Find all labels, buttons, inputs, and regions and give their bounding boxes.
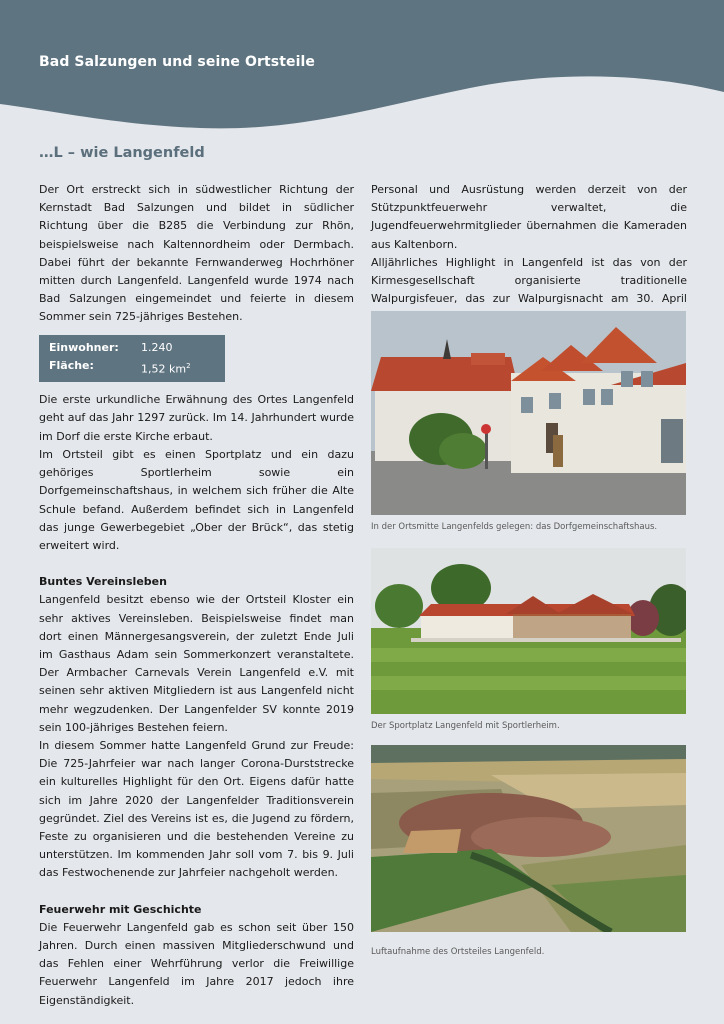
community-house-photo: [371, 311, 686, 515]
firebrigade-paragraph: Die Feuerwehr Langenfeld gab es schon seit über 150 Jahren. Durch einen massiven Mitgliederschwund und das Fehlen einer Wehrführung verlor die Freiwillige Feuerwehr Langenfeld im Jahre 2017 jedoch ihre Eigenständigkeit.: [39, 920, 354, 1007]
firebrigade-continued-paragraph: Personal und Ausrüstung werden derzeit von der Stützpunktfeuerwehr verwaltet, die Jugendfeuerwehrmitglieder übernahmen die Kameraden aus Kaltenborn.: [371, 183, 687, 251]
area-label: Fläche:: [49, 358, 94, 372]
header-wave-shape: [0, 0, 724, 140]
walpurgis-paragraph: Alljährliches Highlight in Langenfeld ist das von der Kirmesgesellschaft organisierte traditionelle Walpurgisfeuer, das zur Walpurgisnacht am 30. April: [371, 255, 687, 306]
section-title: …L – wie Langenfeld: [39, 145, 205, 161]
sports-field-photo: [371, 548, 686, 714]
left-text-column: [39, 181, 354, 1010]
population-value: 1.240: [141, 340, 173, 354]
photo-caption-aerial: Luftaufnahme des Ortsteiles Langenfeld.: [371, 947, 545, 957]
intro-paragraph: Der Ort erstreckt sich in südwestlicher Richtung der Kernstadt Bad Salzungen und bildet in südlicher Richtung über die B285 die Verbindung zur Rhön, beispielsweise nach Kaltennordheim oder Dermbach. Dabei führt der bekannte Fernwanderweg Hochrhöner mitten durch Langenfeld. Langenfeld wurde 1974 nach Bad Salzungen eingemeindet und feierte in diesem Sommer sein 725-jähriges Bestehen.: [39, 183, 354, 324]
area-value: 1,52 km: [141, 362, 187, 376]
area-unit-superscript: 2: [186, 361, 191, 370]
header-banner: [0, 0, 724, 140]
anniversary-paragraph: In diesem Sommer hatte Langenfeld Grund zur Freude: Die 725-Jahrfeier war nach langer Corona-Durststrecke ein kulturelles Highlight für den Ort. Eigens dafür hatte sich im Jahre 2020 der Langenfelder Traditionsverein gegründet. Ziel des Vereins ist es, die Jugend zu fördern, Feste zu organisieren und die bestehenden Vereine zu unterstützen. Im kommenden Jahr soll vom 7. bis 9. Juli das Festwochenende zur Jahrfeier nachgeholt werden.: [39, 738, 354, 880]
history-paragraph: Die erste urkundliche Erwähnung des Ortes Langenfeld geht auf das Jahr 1297 zurück. Im 14. Jahrhundert wurde im Dorf die erste Kirche erbaut.: [39, 393, 354, 443]
population-label: Einwohner:: [49, 340, 119, 354]
photo-caption-sports-field: Der Sportplatz Langenfeld mit Sportlerheim.: [371, 721, 560, 731]
clubs-paragraph: Langenfeld besitzt ebenso wie der Ortsteil Kloster ein sehr aktives Vereinsleben. Beispielsweise findet man dort einen Männergesangsverein, der zuletzt Ende Juli im Gasthaus Adam sein Sommerkonzert veranstaltete. Der Armbacher Carnevals Verein Langenfeld e.V. mit seinen sehr aktiven Mitgliedern ist aus Langenfeld nicht mehr wegzudenken. Der Langenfelder SV konnte 2019 sein 100-jähriges Bestehen feiern.: [39, 593, 354, 734]
firebrigade-heading: Feuerwehr mit Geschichte: [39, 902, 202, 916]
facts-box: [39, 335, 225, 383]
facilities-paragraph: Im Ortsteil gibt es einen Sportplatz und ein dazu gehöriges Sportlerheim sowie ein Dorfgemeinschaftshaus, in welchem sich früher die Alte Schule befand. Außerdem befindet sich in Langenfeld das junge Gewerbegebiet „Ober der Brück“, das stetig erweitert wird.: [39, 447, 354, 552]
right-text-column: [371, 181, 687, 327]
header-title: Bad Salzungen und seine Ortsteile: [39, 54, 315, 70]
clubs-heading: Buntes Vereinsleben: [39, 575, 167, 589]
aerial-photo: [371, 745, 686, 932]
photo-caption-community-house: In der Ortsmitte Langenfelds gelegen: das Dorfgemeinschaftshaus.: [371, 522, 658, 532]
